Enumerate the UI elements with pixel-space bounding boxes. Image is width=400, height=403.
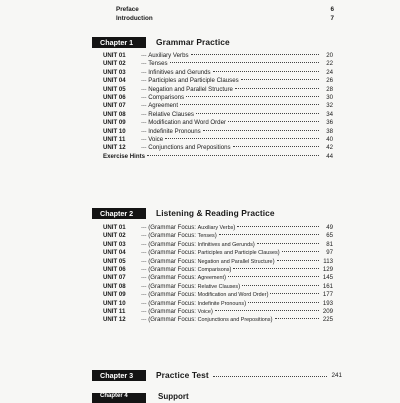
toc-unit-row[interactable]	[103, 241, 333, 249]
leader-dots	[248, 302, 319, 303]
toc-unit-row[interactable]	[103, 136, 333, 144]
toc-unit-row[interactable]	[103, 69, 333, 77]
grammar-focus-prefix: (Grammar Focus:	[148, 232, 198, 240]
unit-title: Indefinite Pronouns	[148, 127, 201, 135]
unit-title: Tenses	[148, 60, 168, 68]
toc-unit-row[interactable]	[103, 274, 333, 282]
toc-entry-introduction[interactable]	[116, 15, 334, 22]
unit-number: UNIT 09	[103, 291, 126, 299]
page-number: 161	[322, 282, 333, 290]
separator-dashes: ‐‐‐	[141, 77, 147, 85]
grammar-focus-prefix: (Grammar Focus:	[148, 291, 198, 299]
grammar-focus	[148, 266, 231, 274]
leader-dots	[228, 121, 319, 122]
page-number: 32	[326, 102, 333, 110]
leader-dots	[196, 113, 319, 114]
leader-dots	[186, 96, 319, 97]
leader-dots	[270, 293, 319, 294]
grammar-focus-topic: Participles and Participle Clauses	[197, 250, 278, 257]
unit-number: UNIT 06	[103, 265, 126, 273]
leader-dots	[233, 146, 319, 147]
unit-number: UNIT 08	[103, 282, 126, 290]
unit-number: UNIT 06	[103, 93, 126, 101]
leader-dots	[191, 54, 319, 55]
page-number: 22	[326, 60, 333, 68]
grammar-focus-prefix: (Grammar Focus:	[148, 274, 198, 282]
close-paren: )	[229, 265, 232, 273]
chapter-2-unit-list	[103, 224, 333, 325]
chapter-1-unit-list	[103, 52, 333, 161]
entry-label: Exercise Hints	[103, 152, 146, 160]
toc-unit-row[interactable]	[103, 128, 333, 136]
grammar-focus-prefix: (Grammar Focus:	[148, 224, 198, 231]
grammar-focus-topic: Modification and Word Order	[197, 292, 267, 299]
leader-dots	[257, 243, 319, 244]
leader-dots	[241, 79, 319, 80]
unit-number: UNIT 01	[103, 224, 126, 231]
unit-number: UNIT 10	[103, 299, 126, 307]
page-number: 40	[326, 135, 333, 143]
page-number: 26	[326, 77, 333, 85]
separator-dashes: ‐‐‐	[141, 102, 147, 110]
page-number: 97	[326, 249, 333, 257]
close-paren: )	[252, 240, 255, 248]
leader-dots	[242, 285, 319, 286]
grammar-focus	[148, 258, 274, 266]
unit-title: Agreement	[148, 102, 179, 110]
toc-unit-row[interactable]	[103, 119, 333, 127]
toc-unit-row[interactable]	[103, 316, 333, 324]
unit-number: UNIT 01	[103, 52, 126, 59]
unit-title: Modification and Word Order	[148, 119, 226, 127]
close-paren: )	[244, 299, 247, 307]
toc-unit-row[interactable]	[103, 86, 333, 94]
chapter-4-title: Support	[158, 392, 189, 401]
grammar-focus-topic: Voice	[197, 308, 211, 315]
separator-dashes: ‐‐‐	[141, 119, 147, 127]
unit-title: Participles and Participle Clauses	[148, 77, 239, 85]
page-number: 49	[326, 224, 333, 231]
grammar-focus	[148, 316, 272, 324]
toc-unit-row[interactable]	[103, 77, 333, 85]
separator-dashes: ‐‐‐	[141, 282, 147, 290]
page-number: 44	[326, 152, 333, 160]
grammar-focus	[148, 224, 235, 232]
leader-dots	[235, 88, 319, 89]
toc-unit-row[interactable]	[103, 249, 333, 257]
separator-dashes: ‐‐‐	[141, 68, 147, 76]
leader-dots	[203, 130, 319, 131]
separator-dashes: ‐‐‐	[141, 144, 147, 152]
unit-title: Infinitives and Gerunds	[148, 68, 211, 76]
grammar-focus-topic: Conjunctions and Prepositions	[197, 317, 271, 324]
unit-number: UNIT 10	[103, 127, 126, 135]
leader-dots	[228, 276, 319, 277]
leader-dots	[215, 310, 319, 311]
chapter-badge: Chapter 3	[92, 370, 146, 381]
page-number: 42	[326, 144, 333, 152]
chapter-badge: Chapter 2	[92, 208, 146, 219]
unit-number: UNIT 02	[103, 60, 126, 68]
close-paren: )	[272, 257, 275, 265]
grammar-focus-topic: Comparisons	[197, 266, 230, 273]
page-number: 81	[326, 240, 333, 248]
toc-unit-row[interactable]	[103, 102, 333, 110]
page-number: 145	[322, 274, 333, 282]
unit-number: UNIT 02	[103, 232, 126, 240]
grammar-focus-prefix: (Grammar Focus:	[148, 299, 198, 307]
leader-dots	[233, 268, 319, 269]
chapter-title: Practice Test	[156, 370, 209, 380]
unit-title: Auxiliary Verbs	[148, 52, 189, 59]
toc-unit-row[interactable]	[103, 308, 333, 316]
separator-dashes: ‐‐‐	[141, 307, 147, 315]
toc-unit-row[interactable]	[103, 291, 333, 299]
chapter-badge: Chapter 1	[92, 37, 146, 48]
unit-number: UNIT 07	[103, 102, 126, 110]
entry-label: Preface	[116, 6, 139, 13]
leader-dots	[170, 62, 319, 63]
unit-number: UNIT 05	[103, 257, 126, 265]
toc-unit-row[interactable]	[103, 52, 333, 60]
separator-dashes: ‐‐‐	[141, 224, 147, 231]
unit-number: UNIT 09	[103, 119, 126, 127]
close-paren: )	[266, 291, 269, 299]
unit-title: Comparisons	[148, 93, 185, 101]
grammar-focus	[148, 300, 246, 308]
grammar-focus-prefix: (Grammar Focus:	[148, 240, 198, 248]
close-paren: )	[214, 232, 217, 240]
separator-dashes: ‐‐‐	[141, 52, 147, 59]
unit-title: Negation and Parallel Structure	[148, 85, 233, 93]
unit-number: UNIT 08	[103, 110, 126, 118]
toc-entry-exercise-hints[interactable]	[103, 153, 333, 161]
toc-unit-row[interactable]	[103, 94, 333, 102]
separator-dashes: ‐‐‐	[141, 257, 147, 265]
grammar-focus-prefix: (Grammar Focus:	[148, 265, 198, 273]
separator-dashes: ‐‐‐	[141, 249, 147, 257]
leader-dots	[213, 71, 319, 72]
grammar-focus	[148, 241, 255, 249]
unit-number: UNIT 11	[103, 135, 126, 143]
chapter-4-badge[interactable]: Chapter 4	[92, 393, 146, 403]
grammar-focus-topic: Infinitives and Gerunds	[197, 241, 253, 248]
leader-dots	[213, 376, 328, 377]
leader-dots	[147, 155, 319, 156]
unit-number: UNIT 07	[103, 274, 126, 282]
close-paren: )	[238, 282, 241, 290]
toc-unit-row[interactable]	[103, 232, 333, 240]
unit-number: UNIT 11	[103, 307, 126, 315]
grammar-focus	[148, 291, 268, 299]
grammar-focus-prefix: (Grammar Focus:	[148, 316, 198, 324]
grammar-focus-prefix: (Grammar Focus:	[148, 282, 198, 290]
toc-unit-row[interactable]	[103, 60, 333, 68]
separator-dashes: ‐‐‐	[141, 291, 147, 299]
close-paren: )	[210, 307, 213, 315]
separator-dashes: ‐‐‐	[141, 60, 147, 68]
grammar-focus-prefix: (Grammar Focus:	[148, 249, 198, 257]
grammar-focus-topic: Relative Clauses	[197, 283, 239, 290]
toc-unit-row[interactable]	[103, 144, 333, 152]
leader-dots	[277, 260, 319, 261]
close-paren: )	[224, 274, 227, 282]
unit-number: UNIT 05	[103, 85, 126, 93]
unit-title: Relative Clauses	[148, 110, 194, 118]
unit-number: UNIT 04	[103, 77, 126, 85]
page-number: 34	[326, 110, 333, 118]
page-number: 177	[322, 291, 333, 299]
page-number: 193	[322, 299, 333, 307]
grammar-focus	[148, 274, 226, 282]
separator-dashes: ‐‐‐	[141, 127, 147, 135]
grammar-focus-topic: Indefinite Pronouns	[197, 300, 245, 307]
page-number: 129	[322, 265, 333, 273]
grammar-focus-prefix: (Grammar Focus:	[148, 257, 198, 265]
toc-unit-row[interactable]	[103, 258, 333, 266]
close-paren: )	[233, 224, 236, 231]
grammar-focus-topic: Agreement	[197, 275, 225, 282]
leader-dots	[275, 318, 320, 319]
page-number: 65	[326, 232, 333, 240]
separator-dashes: ‐‐‐	[141, 274, 147, 282]
separator-dashes: ‐‐‐	[141, 265, 147, 273]
grammar-focus-prefix: (Grammar Focus:	[148, 307, 198, 315]
separator-dashes: ‐‐‐	[141, 85, 147, 93]
toc-unit-row[interactable]	[103, 266, 333, 274]
separator-dashes: ‐‐‐	[141, 135, 147, 143]
grammar-focus-topic: Tenses	[197, 233, 215, 240]
separator-dashes: ‐‐‐	[141, 240, 147, 248]
separator-dashes: ‐‐‐	[141, 110, 147, 118]
chapter-page: 241	[331, 371, 342, 379]
unit-number: UNIT 12	[103, 316, 126, 324]
page-number: 38	[326, 127, 333, 135]
chapter-1-heading[interactable]	[92, 36, 230, 48]
unit-number: UNIT 04	[103, 249, 126, 257]
grammar-focus	[148, 249, 279, 257]
leader-dots	[180, 104, 319, 105]
page-number: 225	[322, 316, 333, 324]
grammar-focus-topic: Auxiliary Verbs	[197, 225, 234, 231]
separator-dashes: ‐‐‐	[141, 93, 147, 101]
chapter-title: Listening & Reading Practice	[156, 208, 275, 218]
page-number: 30	[326, 93, 333, 101]
page-number: 28	[326, 85, 333, 93]
chapter-3-heading[interactable]	[92, 369, 342, 381]
entry-page: 6	[330, 6, 334, 13]
toc-unit-row[interactable]	[103, 111, 333, 119]
grammar-focus	[148, 283, 240, 291]
leader-dots	[219, 234, 319, 235]
toc-unit-row[interactable]	[103, 224, 333, 232]
entry-label: Introduction	[116, 15, 153, 22]
grammar-focus	[148, 308, 213, 316]
leader-dots	[165, 138, 319, 139]
chapter-2-heading[interactable]	[92, 207, 275, 219]
page-number: 209	[322, 307, 333, 315]
toc-unit-row[interactable]	[103, 283, 333, 291]
grammar-focus-topic: Negation and Parallel Structure	[197, 258, 273, 265]
page-number: 20	[326, 52, 333, 59]
page-number: 24	[326, 68, 333, 76]
unit-number: UNIT 12	[103, 144, 126, 152]
leader-dots	[237, 226, 319, 227]
entry-page: 7	[330, 15, 334, 22]
grammar-focus	[148, 232, 217, 240]
separator-dashes: ‐‐‐	[141, 232, 147, 240]
chapter-title: Grammar Practice	[156, 37, 230, 47]
separator-dashes: ‐‐‐	[141, 299, 147, 307]
unit-title: Voice	[148, 135, 164, 143]
close-paren: )	[277, 249, 280, 257]
toc-unit-row[interactable]	[103, 300, 333, 308]
unit-number: UNIT 03	[103, 68, 126, 76]
leader-dots	[282, 251, 319, 252]
unit-title: Conjunctions and Prepositions	[148, 144, 231, 152]
unit-number: UNIT 03	[103, 240, 126, 248]
page-number: 36	[326, 119, 333, 127]
close-paren: )	[270, 316, 273, 324]
page-number: 113	[323, 257, 333, 265]
toc-entry-preface[interactable]	[116, 6, 334, 13]
separator-dashes: ‐‐‐	[141, 316, 147, 324]
